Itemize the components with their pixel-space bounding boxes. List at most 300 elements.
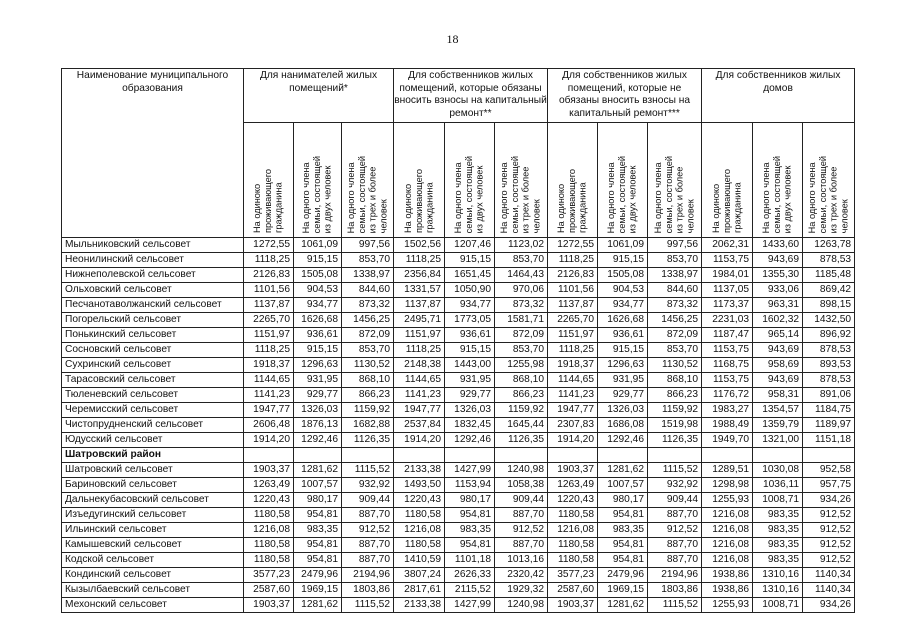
value-cell: 983,35 [753,508,803,523]
value-cell: 2587,60 [244,583,294,598]
value-cell [753,448,803,463]
value-cell: 873,32 [648,298,702,313]
value-cell: 887,70 [342,538,394,553]
value-cell: 1180,58 [244,553,294,568]
table-row [62,493,855,508]
value-cell: 1331,57 [394,283,445,298]
value-cell: 1007,57 [294,478,342,493]
value-cell: 909,44 [648,493,702,508]
value-cell: 2126,83 [548,268,598,283]
table-row [62,238,855,253]
table-row [62,508,855,523]
subheader-1-2 [294,123,342,238]
municipality-name: Шатровский район [62,448,244,463]
value-cell [294,448,342,463]
value-cell: 1338,97 [648,268,702,283]
value-cell [244,448,294,463]
value-cell: 929,77 [445,388,495,403]
value-cell: 1832,45 [445,418,495,433]
value-cell: 853,70 [495,343,548,358]
value-cell: 912,52 [342,523,394,538]
value-cell: 1036,11 [753,478,803,493]
municipality-name: Шатровский сельсовет [62,463,244,478]
value-cell: 980,17 [445,493,495,508]
value-cell: 912,52 [803,508,855,523]
value-cell: 1292,46 [294,433,342,448]
value-cell: 1141,23 [244,388,294,403]
subheader-label: На одного члена семьи, состоящей из трех и более человек [499,155,542,233]
value-cell: 1050,90 [445,283,495,298]
value-cell: 936,61 [445,328,495,343]
value-cell: 936,61 [294,328,342,343]
table-row [62,478,855,493]
value-cell: 868,10 [648,373,702,388]
subheader-1-1 [244,123,294,238]
municipality-name: Мехонский сельсовет [62,598,244,613]
value-cell: 932,92 [648,478,702,493]
value-cell: 1255,98 [495,358,548,373]
value-cell: 983,35 [294,523,342,538]
value-cell: 1176,72 [702,388,753,403]
value-cell: 869,42 [803,283,855,298]
value-cell: 873,32 [495,298,548,313]
value-cell: 1240,98 [495,598,548,613]
value-cell: 1255,93 [702,493,753,508]
municipality-name: Ильинский сельсовет [62,523,244,538]
table-row [62,283,855,298]
value-cell: 1903,37 [548,463,598,478]
value-cell: 1281,62 [294,463,342,478]
value-cell: 980,17 [598,493,648,508]
value-cell: 1456,25 [648,313,702,328]
value-cell: 912,52 [803,523,855,538]
value-cell: 983,35 [753,538,803,553]
value-cell: 2626,33 [445,568,495,583]
value-cell: 958,69 [753,358,803,373]
value-cell: 1030,08 [753,463,803,478]
value-cell: 1141,23 [394,388,445,403]
table-row [62,553,855,568]
value-cell: 1180,58 [244,538,294,553]
value-cell: 3807,24 [394,568,445,583]
header-group-tenants: Для нанимателей жилых помещений* [244,69,394,123]
value-cell: 1456,25 [342,313,394,328]
value-cell: 1008,71 [753,598,803,613]
value-cell: 866,23 [495,388,548,403]
municipality-name: Черемисский сельсовет [62,403,244,418]
value-cell: 878,53 [803,343,855,358]
value-cell: 1427,99 [445,598,495,613]
value-cell: 1519,98 [648,418,702,433]
municipality-name: Камышевский сельсовет [62,538,244,553]
table-row [62,253,855,268]
value-cell: 912,52 [803,553,855,568]
value-cell: 1216,08 [702,553,753,568]
value-cell: 1433,60 [753,238,803,253]
value-cell: 1151,18 [803,433,855,448]
table-row [62,523,855,538]
table-row [62,583,855,598]
value-cell: 1969,15 [294,583,342,598]
value-cell: 934,77 [445,298,495,313]
table-row [62,433,855,448]
subheader-4-3 [803,123,855,238]
value-cell: 1338,97 [342,268,394,283]
value-cell: 1137,87 [244,298,294,313]
subheader-label: На одного члена семьи, состоящей из двух человек [453,155,485,233]
value-cell: 1505,08 [598,268,648,283]
value-cell: 1326,03 [598,403,648,418]
value-cell: 1153,75 [702,343,753,358]
value-cell: 1115,52 [648,598,702,613]
value-cell: 1263,49 [244,478,294,493]
value-cell: 1918,37 [244,358,294,373]
value-cell [648,448,702,463]
value-cell: 1118,25 [394,253,445,268]
value-cell: 1292,46 [445,433,495,448]
value-cell: 954,81 [294,538,342,553]
value-cell: 1180,58 [394,538,445,553]
value-cell: 1626,68 [294,313,342,328]
subheader-3-1 [548,123,598,238]
value-cell: 872,09 [342,328,394,343]
value-cell: 936,61 [598,328,648,343]
value-cell: 954,81 [598,508,648,523]
value-cell: 893,53 [803,358,855,373]
value-cell: 1115,52 [342,598,394,613]
value-cell: 853,70 [648,253,702,268]
value-cell: 934,77 [598,298,648,313]
value-cell: 1137,05 [702,283,753,298]
value-cell: 934,26 [803,493,855,508]
value-cell: 1058,38 [495,478,548,493]
header-group-owners-capital-repair: Для собственников жилых помещений, которые обязаны вносить взносы на капитальный ремонт** [394,69,548,123]
value-cell: 954,81 [445,538,495,553]
value-cell: 853,70 [342,253,394,268]
value-cell: 1281,62 [598,463,648,478]
value-cell: 2479,96 [598,568,648,583]
value-cell: 2479,96 [294,568,342,583]
table-row [62,328,855,343]
value-cell: 934,77 [294,298,342,313]
value-cell: 1626,68 [598,313,648,328]
municipality-name: Нижнеполевской сельсовет [62,268,244,283]
value-cell: 2148,38 [394,358,445,373]
value-cell: 931,95 [445,373,495,388]
value-cell: 1427,99 [445,463,495,478]
value-cell [803,448,855,463]
value-cell: 983,35 [753,523,803,538]
value-cell: 1159,92 [495,403,548,418]
value-cell: 878,53 [803,253,855,268]
value-cell: 1216,08 [702,523,753,538]
value-cell: 2115,52 [445,583,495,598]
value-cell: 1216,08 [244,523,294,538]
header-municipality: Наименование муниципального образования [62,69,244,238]
value-cell: 1918,37 [548,358,598,373]
value-cell: 1289,51 [702,463,753,478]
value-cell: 872,09 [648,328,702,343]
value-cell: 1144,65 [244,373,294,388]
value-cell: 1123,02 [495,238,548,253]
value-cell: 1140,34 [803,568,855,583]
value-cell: 915,15 [445,253,495,268]
value-cell: 912,52 [495,523,548,538]
value-cell: 1984,01 [702,268,753,283]
value-cell: 1903,37 [244,463,294,478]
value-cell: 1130,52 [648,358,702,373]
value-cell [598,448,648,463]
subheader-label: На одного члена семьи, состоящей из трех и более человек [345,155,389,233]
value-cell: 891,06 [803,388,855,403]
value-cell: 878,53 [803,373,855,388]
value-cell: 1207,46 [445,238,495,253]
value-cell: 1903,37 [244,598,294,613]
municipality-name: Ольховский сельсовет [62,283,244,298]
value-cell: 898,15 [803,298,855,313]
value-cell: 868,10 [495,373,548,388]
header-group-house-owners: Для собственников жилых домов [702,69,855,123]
value-cell: 929,77 [598,388,648,403]
value-cell: 970,06 [495,283,548,298]
value-cell: 904,53 [598,283,648,298]
subheader-1-3 [342,123,394,238]
value-cell: 1321,00 [753,433,803,448]
value-cell: 1263,49 [548,478,598,493]
value-cell: 1947,77 [244,403,294,418]
value-cell: 1949,70 [702,433,753,448]
value-cell: 931,95 [598,373,648,388]
value-cell: 887,70 [648,538,702,553]
value-cell: 1686,08 [598,418,648,433]
value-cell: 1296,63 [598,358,648,373]
table-row [62,598,855,613]
municipality-name: Юдусский сельсовет [62,433,244,448]
value-cell: 866,23 [648,388,702,403]
value-cell: 2356,84 [394,268,445,283]
value-cell: 1310,16 [753,568,803,583]
table-row [62,463,855,478]
value-cell: 934,26 [803,598,855,613]
subheader-label: На одного члена семьи, состоящей из трех и более человек [652,155,696,233]
value-cell: 1180,58 [548,538,598,553]
value-cell: 1144,65 [548,373,598,388]
value-cell: 1255,93 [702,598,753,613]
value-cell: 844,60 [342,283,394,298]
table-row [62,568,855,583]
value-cell: 3577,23 [244,568,294,583]
value-cell: 1061,09 [294,238,342,253]
value-cell: 1505,08 [294,268,342,283]
value-cell: 1216,08 [702,538,753,553]
value-cell: 887,70 [648,508,702,523]
subheader-label: На одного члена семьи, состоящей из трех и более человек [806,155,850,233]
value-cell: 1645,44 [495,418,548,433]
municipality-name: Тарасовский сельсовет [62,373,244,388]
municipality-name: Мыльниковский сельсовет [62,238,244,253]
value-cell: 1144,65 [394,373,445,388]
value-cell: 1947,77 [394,403,445,418]
value-cell: 1013,16 [495,553,548,568]
value-cell: 1272,55 [548,238,598,253]
table-row [62,373,855,388]
value-cell: 896,92 [803,328,855,343]
table-row [62,268,855,283]
value-cell: 1947,77 [548,403,598,418]
value-cell: 1651,45 [445,268,495,283]
value-cell: 887,70 [495,538,548,553]
value-cell: 1988,49 [702,418,753,433]
value-cell: 1173,37 [702,298,753,313]
value-cell: 1682,88 [342,418,394,433]
value-cell: 915,15 [598,343,648,358]
value-cell: 1101,18 [445,553,495,568]
value-cell: 1220,43 [394,493,445,508]
value-cell: 997,56 [648,238,702,253]
municipality-name: Кодской сельсовет [62,553,244,568]
value-cell: 873,32 [342,298,394,313]
subheader-2-1 [394,123,445,238]
value-cell: 853,70 [495,253,548,268]
value-cell: 1101,56 [548,283,598,298]
value-cell: 1151,97 [394,328,445,343]
value-cell: 1126,35 [495,433,548,448]
value-cell: 1115,52 [342,463,394,478]
value-cell: 943,69 [753,343,803,358]
subheader-label: На одиноко проживающего гражданина [556,169,588,233]
table-row [62,298,855,313]
value-cell: 1180,58 [244,508,294,523]
value-cell: 1151,97 [244,328,294,343]
value-cell: 912,52 [648,523,702,538]
value-cell: 1938,86 [702,583,753,598]
value-cell: 1326,03 [445,403,495,418]
value-cell: 983,35 [753,553,803,568]
value-cell: 1159,92 [342,403,394,418]
value-cell: 887,70 [342,508,394,523]
municipality-name: Понькинский сельсовет [62,328,244,343]
value-cell: 887,70 [342,553,394,568]
value-cell: 2537,84 [394,418,445,433]
municipality-name: Изъедугинский сельсовет [62,508,244,523]
value-cell: 2606,48 [244,418,294,433]
value-cell: 866,23 [342,388,394,403]
value-cell: 980,17 [294,493,342,508]
value-cell: 912,52 [803,538,855,553]
municipality-name: Дальнекубасовский сельсовет [62,493,244,508]
value-cell: 2307,83 [548,418,598,433]
value-cell: 904,53 [294,283,342,298]
value-cell: 2265,70 [244,313,294,328]
subheader-4-1 [702,123,753,238]
municipality-name: Кондинский сельсовет [62,568,244,583]
value-cell: 2231,03 [702,313,753,328]
value-cell: 1153,94 [445,478,495,493]
value-cell: 868,10 [342,373,394,388]
value-cell: 1296,63 [294,358,342,373]
table-row [62,313,855,328]
value-cell: 915,15 [598,253,648,268]
value-cell: 965,14 [753,328,803,343]
value-cell: 915,15 [445,343,495,358]
value-cell: 1137,87 [548,298,598,313]
municipality-name: Сухринский сельсовет [62,358,244,373]
value-cell: 1281,62 [294,598,342,613]
table-row [62,418,855,433]
municipality-name: Кызылбаевский сельсовет [62,583,244,598]
value-cell: 1983,27 [702,403,753,418]
value-cell: 983,35 [445,523,495,538]
value-cell: 1180,58 [548,508,598,523]
value-cell: 1061,09 [598,238,648,253]
subheader-label: На одного члена семьи, состоящей из двух человек [761,155,793,233]
value-cell: 1140,34 [803,583,855,598]
value-cell: 1187,47 [702,328,753,343]
value-cell: 1118,25 [548,343,598,358]
value-cell: 1185,48 [803,268,855,283]
value-cell: 954,81 [598,538,648,553]
value-cell: 2133,38 [394,598,445,613]
value-cell: 1903,37 [548,598,598,613]
value-cell: 1126,35 [648,433,702,448]
value-cell: 2133,38 [394,463,445,478]
value-cell: 957,75 [803,478,855,493]
value-cell: 915,15 [294,253,342,268]
value-cell: 1118,25 [244,343,294,358]
value-cell: 2817,61 [394,583,445,598]
value-cell: 933,06 [753,283,803,298]
value-cell: 1008,71 [753,493,803,508]
subheader-3-2 [598,123,648,238]
value-cell: 1502,56 [394,238,445,253]
value-cell: 1118,25 [548,253,598,268]
value-cell: 1153,75 [702,253,753,268]
table-row [62,388,855,403]
subheader-label: На одного члена семьи, состоящей из двух человек [301,155,333,233]
table-row [62,358,855,373]
subheader-3-3 [648,123,702,238]
municipality-name: Погорельский сельсовет [62,313,244,328]
value-cell: 931,95 [294,373,342,388]
table-row [62,403,855,418]
value-cell: 963,31 [753,298,803,313]
value-cell: 1929,32 [495,583,548,598]
value-cell: 1180,58 [548,553,598,568]
value-cell: 1126,35 [342,433,394,448]
subheader-2-2 [445,123,495,238]
value-cell: 958,31 [753,388,803,403]
value-cell: 1443,00 [445,358,495,373]
value-cell: 1130,52 [342,358,394,373]
table-row [62,343,855,358]
value-cell: 1914,20 [394,433,445,448]
value-cell: 1493,50 [394,478,445,493]
value-cell: 909,44 [495,493,548,508]
value-cell: 1118,25 [394,343,445,358]
value-cell: 1101,56 [244,283,294,298]
subheader-label: На одиноко проживающего гражданина [710,169,743,233]
value-cell: 887,70 [495,508,548,523]
value-cell: 1115,52 [648,463,702,478]
value-cell: 1292,46 [598,433,648,448]
value-cell: 954,81 [294,553,342,568]
subheader-label: На одиноко проживающего гражданина [402,169,435,233]
value-cell: 1969,15 [598,583,648,598]
subheader-2-3 [495,123,548,238]
value-cell: 1914,20 [548,433,598,448]
value-cell: 1180,58 [394,508,445,523]
value-cell: 1355,30 [753,268,803,283]
